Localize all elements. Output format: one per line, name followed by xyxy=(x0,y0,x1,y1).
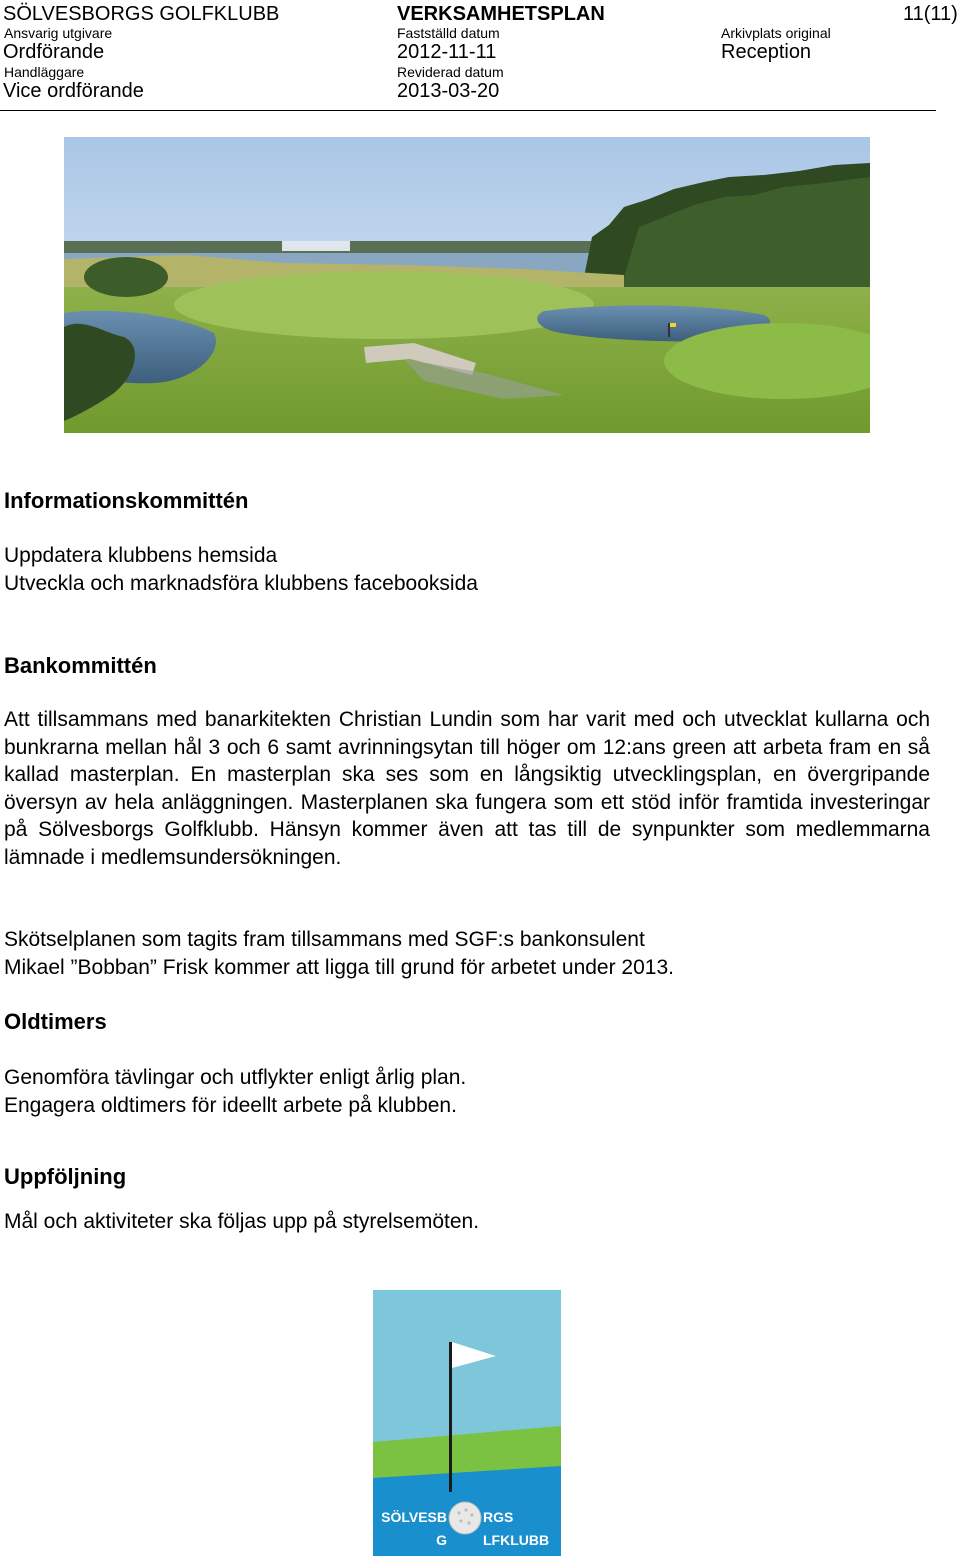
followup-text-container xyxy=(4,1208,930,1236)
oldtimers-list xyxy=(4,1064,930,1120)
header-divider xyxy=(0,110,936,111)
golf-course-photo xyxy=(64,137,870,433)
golf-course-illustration xyxy=(64,137,870,433)
golf-ball-icon xyxy=(449,1502,481,1534)
logo-text-top-left: SÖLVESB xyxy=(381,1509,447,1525)
handler-value: Vice ordförande xyxy=(3,80,144,102)
bank-paragraph-2-container xyxy=(4,926,930,982)
logo-text-top-right: RGS xyxy=(483,1509,514,1525)
bank-paragraph-2-line-1: Skötselplanen som tagits fram tillsammans med SGF:s bankonsulent xyxy=(4,928,645,951)
page-number: 11(11) xyxy=(903,3,958,25)
section-bank xyxy=(4,652,930,680)
established-date-label: Fastställd datum xyxy=(397,25,500,41)
document-title: VERKSAMHETSPLAN xyxy=(397,3,605,25)
flagpole-icon xyxy=(449,1342,452,1492)
section-heading-followup: Uppföljning xyxy=(4,1164,127,1189)
bank-paragraph-1-container xyxy=(4,706,930,871)
info-item-1: Uppdatera klubbens hemsida xyxy=(4,544,278,567)
club-logo xyxy=(373,1290,561,1556)
logo-text-bottom-left: G xyxy=(436,1532,447,1548)
club-logo-graphic xyxy=(373,1290,561,1556)
responsible-value: Ordförande xyxy=(3,41,105,63)
section-followup xyxy=(4,1163,930,1191)
bank-paragraph-2-line-2: Mikael ”Bobban” Frisk kommer att ligga till grund för arbetet under 2013. xyxy=(4,956,674,979)
section-oldtimers xyxy=(4,1008,930,1036)
info-item-2: Utveckla och marknadsföra klubbens facebooksida xyxy=(4,572,478,595)
club-name: SÖLVESBORGS GOLFKLUBB xyxy=(3,3,280,25)
logo-text-bottom-right: LFKLUBB xyxy=(483,1532,550,1548)
section-heading-bank: Bankommittén xyxy=(4,653,157,678)
archive-label: Arkivplats original xyxy=(721,25,831,41)
oldtimers-item-2: Engagera oldtimers för ideellt arbete på klubben. xyxy=(4,1094,457,1117)
handler-label: Handläggare xyxy=(4,64,85,80)
bank-paragraph-1: Att tillsammans med banarkitekten Christian Lundin som har varit med och utvecklat kullarna och bunkrarna mellan hål 3 och 6 samt avrinningsytan till höger om 12:ans green att arbeta fram en så kallad masterplan. En masterplan ska ses som en långsiktig utvecklingsplan, en övergripande översyn av hela anläggningen. Masterplanen ska fungera som ett stöd inför framtida investeringar på Sölvesborgs Golfklubb. Hänsyn kommer även att tas till de synpunkter som medlemmarna lämnade i medlemsundersökningen. xyxy=(4,708,930,869)
section-heading-info: Informationskommittén xyxy=(4,488,249,513)
revised-date-label: Reviderad datum xyxy=(397,64,504,80)
info-list xyxy=(4,542,930,598)
archive-value: Reception xyxy=(721,41,812,63)
responsible-label: Ansvarig utgivare xyxy=(4,25,113,41)
section-info xyxy=(4,487,930,515)
followup-text: Mål och aktiviteter ska följas upp på styrelsemöten. xyxy=(4,1210,480,1233)
revised-date-value: 2013-03-20 xyxy=(397,80,500,102)
established-date-value: 2012-11-11 xyxy=(397,41,497,63)
oldtimers-item-1: Genomföra tävlingar och utflykter enligt årlig plan. xyxy=(4,1066,467,1089)
section-heading-oldtimers: Oldtimers xyxy=(4,1009,107,1034)
